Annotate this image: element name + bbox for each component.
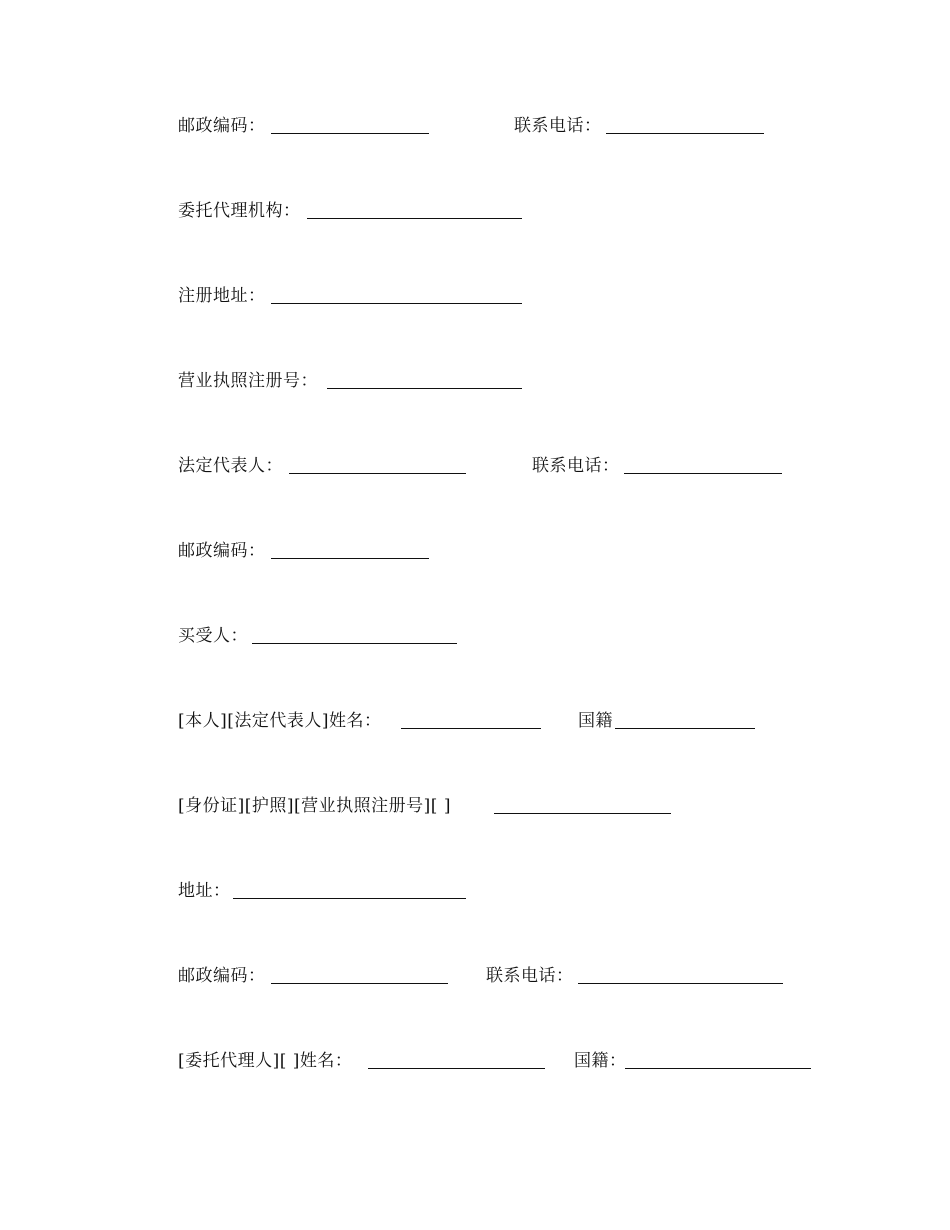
buyer-address-blank[interactable]	[233, 898, 466, 899]
postal-code-label: 邮政编码：	[178, 116, 266, 136]
registered-address-blank[interactable]	[271, 303, 522, 304]
phone-blank[interactable]	[606, 133, 764, 134]
buyer-name-label: [本人][法定代表人]姓名：	[178, 711, 382, 731]
buyer-postal-code-blank[interactable]	[271, 983, 448, 984]
agency-blank[interactable]	[307, 218, 522, 219]
agency-label: 委托代理机构：	[178, 201, 301, 221]
buyer-agent-name-blank[interactable]	[368, 1068, 545, 1069]
buyer-agent-nationality-label: 国籍：	[574, 1051, 627, 1071]
business-license-blank[interactable]	[327, 388, 522, 389]
agency-postal-code-label: 邮政编码：	[178, 541, 266, 561]
phone-label: 联系电话：	[514, 116, 602, 136]
buyer-agent-nationality-blank[interactable]	[625, 1068, 811, 1069]
buyer-agent-name-label: [委托代理人][ ]姓名：	[178, 1051, 353, 1071]
buyer-name-blank[interactable]	[401, 728, 541, 729]
legal-rep-phone-blank[interactable]	[624, 473, 782, 474]
buyer-address-label: 地址：	[178, 881, 231, 901]
buyer-label: 买受人：	[178, 626, 248, 646]
buyer-phone-label: 联系电话：	[486, 966, 574, 986]
legal-rep-blank[interactable]	[289, 473, 466, 474]
registered-address-label: 注册地址：	[178, 286, 266, 306]
business-license-label: 营业执照注册号：	[178, 371, 318, 391]
buyer-id-blank[interactable]	[494, 813, 671, 814]
buyer-nationality-label: 国籍	[578, 711, 613, 731]
buyer-postal-code-label: 邮政编码：	[178, 966, 266, 986]
buyer-phone-blank[interactable]	[578, 983, 783, 984]
buyer-nationality-blank[interactable]	[615, 728, 755, 729]
postal-code-blank[interactable]	[271, 133, 429, 134]
agency-postal-code-blank[interactable]	[271, 558, 429, 559]
legal-rep-phone-label: 联系电话：	[532, 456, 620, 476]
legal-rep-label: 法定代表人：	[178, 456, 283, 476]
buyer-id-label: [身份证][护照][营业执照注册号][ ]	[178, 796, 451, 816]
buyer-blank[interactable]	[252, 643, 457, 644]
